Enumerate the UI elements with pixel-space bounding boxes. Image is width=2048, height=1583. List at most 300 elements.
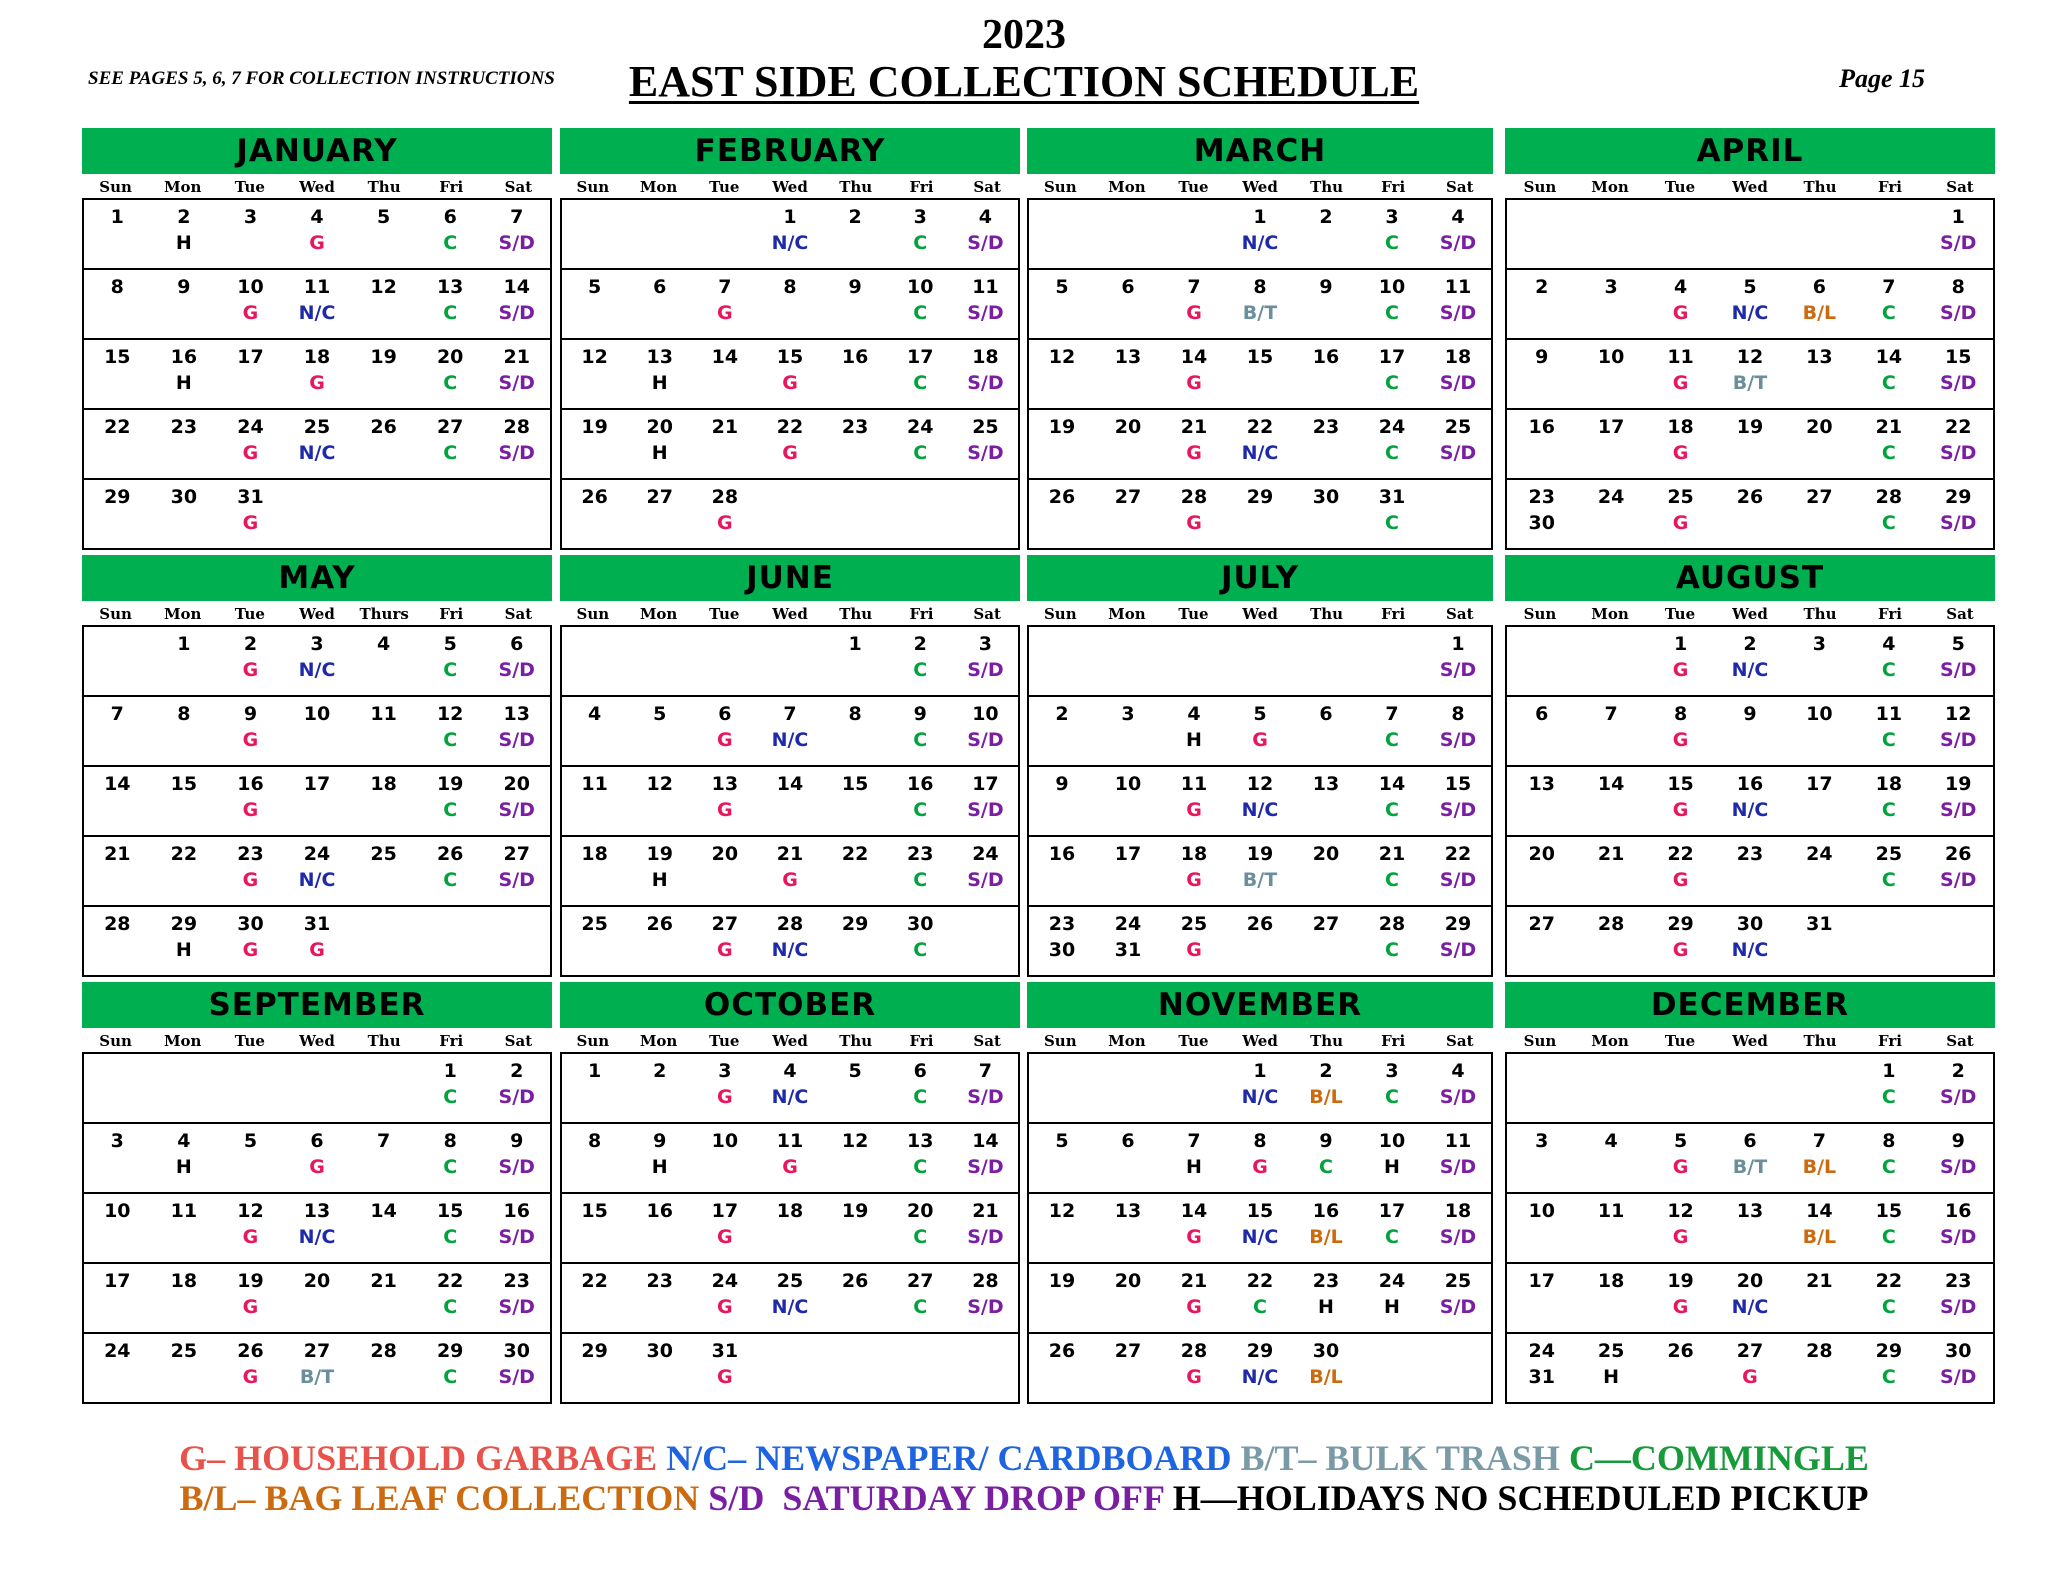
day-cell <box>1227 410 1293 478</box>
day-number: 11 <box>1444 276 1472 298</box>
day-number: 31 <box>1114 938 1142 961</box>
day-number: 22 <box>1444 843 1472 865</box>
day-number: 30 <box>237 913 264 935</box>
week-row <box>1029 1054 1491 1124</box>
week-row <box>84 837 550 907</box>
code-saturday-drop-off: S/D <box>1439 658 1477 681</box>
day-number: 24 <box>237 416 264 438</box>
day-cell <box>692 907 757 977</box>
day-number: 23 <box>1736 843 1764 865</box>
day-number: 25 <box>776 1270 804 1292</box>
code-garbage: G <box>242 511 259 534</box>
day-cell <box>417 767 484 835</box>
month-grid <box>82 625 552 977</box>
code-garbage: G <box>1672 798 1689 821</box>
day-cell <box>417 480 484 550</box>
day-number: 5 <box>1055 1130 1069 1152</box>
day-cell <box>1646 767 1715 835</box>
week-row <box>1507 200 1993 270</box>
weekday-label: Tue <box>1178 178 1209 196</box>
weekday-header <box>1027 1032 1493 1054</box>
day-cell <box>1161 340 1227 408</box>
day-cell <box>1507 907 1576 977</box>
weekday-label: Sat <box>973 178 1001 196</box>
day-number: 25 <box>1597 1340 1625 1362</box>
day-cell <box>1924 200 1993 268</box>
day-number: 19 <box>581 416 608 438</box>
day-number: 22 <box>1667 843 1694 865</box>
day-cell <box>1715 1334 1784 1404</box>
week-row <box>1507 410 1993 480</box>
day-cell <box>953 697 1018 765</box>
week-row <box>1029 270 1491 340</box>
code-commingle: C <box>913 658 928 681</box>
day-number: 19 <box>1246 843 1274 865</box>
code-newspaper-cardboard: N/C <box>298 868 336 891</box>
code-garbage: G <box>1672 868 1689 891</box>
day-number: 8 <box>1882 1130 1896 1152</box>
day-number: 14 <box>1378 773 1406 795</box>
code-commingle: C <box>1385 868 1399 891</box>
day-cell <box>483 340 550 408</box>
day-cell <box>1715 907 1784 977</box>
day-cell <box>1293 270 1359 338</box>
day-number: 17 <box>711 1200 739 1222</box>
day-cell <box>1161 627 1227 695</box>
day-number: 28 <box>370 1340 397 1362</box>
day-number: 24 <box>711 1270 739 1292</box>
day-number: 2 <box>848 206 862 228</box>
day-number: 2 <box>1743 633 1757 655</box>
day-number: 23 <box>503 1270 530 1292</box>
day-number: 9 <box>1535 346 1549 368</box>
month-title: OCTOBER <box>560 982 1020 1028</box>
code-commingle: C <box>1881 441 1896 464</box>
code-bulk-trash: B/T <box>1242 868 1278 891</box>
weekday-label: Sat <box>1946 178 1974 196</box>
day-cell <box>151 1264 218 1332</box>
day-number: 9 <box>1743 703 1757 725</box>
day-cell <box>1227 627 1293 695</box>
week-row <box>1507 767 1993 837</box>
day-number: 29 <box>581 1340 608 1362</box>
week-row <box>1507 907 1993 977</box>
day-number: 29 <box>841 913 869 935</box>
day-cell <box>562 480 627 550</box>
day-number: 12 <box>646 773 673 795</box>
day-number: 30 <box>1945 1340 1972 1362</box>
day-cell <box>350 200 417 268</box>
day-cell <box>1576 837 1645 905</box>
weekday-label: Tue <box>1178 605 1209 623</box>
day-number: 27 <box>303 1340 331 1362</box>
day-cell <box>1924 480 1993 550</box>
code-garbage: G <box>309 231 325 254</box>
day-cell <box>1029 627 1095 695</box>
week-row <box>1029 1194 1491 1264</box>
code-saturday-drop-off: S/D <box>967 658 1004 681</box>
day-number: 28 <box>1180 1340 1208 1362</box>
code-saturday-drop-off: S/D <box>498 728 535 751</box>
day-number: 8 <box>443 1130 457 1152</box>
day-number: 17 <box>1597 416 1625 438</box>
day-number: 24 <box>1114 913 1142 935</box>
code-saturday-drop-off: S/D <box>498 1365 535 1388</box>
month-grid <box>1027 1052 1493 1404</box>
day-cell <box>284 200 351 268</box>
day-cell <box>84 837 151 905</box>
code-saturday-drop-off: S/D <box>967 371 1004 394</box>
day-cell <box>1576 340 1645 408</box>
day-cell <box>888 1194 953 1262</box>
day-number: 21 <box>972 1200 999 1222</box>
weekday-label: Sun <box>99 605 132 623</box>
day-number: 25 <box>972 416 999 438</box>
day-number: 15 <box>170 773 198 795</box>
day-number: 3 <box>1604 276 1618 298</box>
code-garbage: G <box>1252 1155 1268 1178</box>
week-row <box>1029 1334 1491 1404</box>
day-cell <box>1854 340 1923 408</box>
day-cell <box>151 767 218 835</box>
day-cell <box>1576 270 1645 338</box>
weekday-label: Sat <box>1446 178 1474 196</box>
day-cell <box>151 627 218 695</box>
day-cell <box>1715 1264 1784 1332</box>
day-number: 12 <box>1048 346 1076 368</box>
day-cell <box>284 1054 351 1122</box>
day-cell <box>1507 627 1576 695</box>
day-number: 3 <box>718 1060 732 1082</box>
day-number: 11 <box>776 1130 804 1152</box>
day-cell <box>217 1264 284 1332</box>
day-number: 4 <box>1882 633 1896 655</box>
weekday-label: Wed <box>1242 605 1278 623</box>
weekday-label: Sat <box>973 1032 1001 1050</box>
day-number: 7 <box>110 703 124 725</box>
week-row <box>1029 340 1491 410</box>
day-cell <box>1227 480 1293 550</box>
day-number: 12 <box>436 703 464 725</box>
weekday-label: Sun <box>1043 605 1077 623</box>
week-row <box>562 340 1018 410</box>
code-commingle: C <box>443 1365 458 1388</box>
day-cell <box>1227 340 1293 408</box>
day-number: 23 <box>1312 416 1340 438</box>
day-cell <box>1507 697 1576 765</box>
day-cell <box>1293 767 1359 835</box>
day-number: 10 <box>237 276 264 298</box>
day-cell <box>483 1194 550 1262</box>
day-number: 21 <box>1180 1270 1208 1292</box>
day-number: 12 <box>1945 703 1972 725</box>
day-number: 1 <box>1882 1060 1896 1082</box>
day-number: 3 <box>1121 703 1135 725</box>
code-garbage: G <box>1186 441 1202 464</box>
day-cell <box>284 1264 351 1332</box>
legend-item-sd: S/D SATURDAY DROP OFF <box>708 1478 1164 1519</box>
day-cell <box>1507 270 1576 338</box>
day-cell <box>1029 1264 1095 1332</box>
weekday-label: Thu <box>367 1032 401 1050</box>
day-cell <box>1924 697 1993 765</box>
day-number: 20 <box>1528 843 1555 865</box>
day-cell <box>417 340 484 408</box>
month-title: FEBRUARY <box>560 128 1020 174</box>
day-cell <box>888 410 953 478</box>
day-number: 26 <box>237 1340 264 1362</box>
day-cell <box>1785 200 1854 268</box>
day-cell <box>350 270 417 338</box>
code-commingle: C <box>1881 301 1896 324</box>
day-cell <box>350 627 417 695</box>
day-number: 16 <box>503 1200 530 1222</box>
day-cell <box>1425 907 1491 977</box>
day-number: 13 <box>1736 1200 1764 1222</box>
day-number: 13 <box>907 1130 934 1152</box>
day-number: 17 <box>1378 346 1406 368</box>
weekday-label: Fri <box>909 178 934 196</box>
day-cell <box>483 1054 550 1122</box>
day-cell <box>1507 1264 1576 1332</box>
code-newspaper-cardboard: N/C <box>1241 1085 1279 1108</box>
month-grid <box>1027 198 1493 550</box>
day-number: 6 <box>653 276 667 298</box>
day-cell <box>1161 480 1227 550</box>
weekday-label: Sat <box>1446 1032 1474 1050</box>
code-commingle: C <box>1385 1085 1399 1108</box>
day-number: 28 <box>1597 913 1625 935</box>
day-number: 15 <box>104 346 131 368</box>
week-row <box>84 627 550 697</box>
day-number: 27 <box>1528 913 1555 935</box>
weekday-label: Mon <box>1591 605 1629 623</box>
day-cell <box>417 1054 484 1122</box>
legend-item-nc: N/C– NEWSPAPER/ CARDBOARD <box>666 1438 1232 1478</box>
weekday-label: Sun <box>1523 1032 1557 1050</box>
week-row <box>562 837 1018 907</box>
code-holiday: H <box>651 868 668 891</box>
weekday-label: Mon <box>639 178 678 196</box>
day-cell <box>217 1054 284 1122</box>
day-cell <box>1715 480 1784 550</box>
day-number: 15 <box>1246 1200 1274 1222</box>
day-cell <box>692 627 757 695</box>
weekday-label: Tue <box>1664 1032 1696 1050</box>
day-cell <box>562 340 627 408</box>
day-number: 24 <box>104 1340 131 1362</box>
day-number: 27 <box>1114 486 1142 508</box>
day-cell <box>1029 340 1095 408</box>
day-cell <box>627 270 692 338</box>
day-number: 15 <box>776 346 804 368</box>
day-cell <box>953 340 1018 408</box>
day-number: 10 <box>907 276 934 298</box>
day-number: 31 <box>303 913 331 935</box>
day-cell <box>1715 1124 1784 1192</box>
day-cell <box>692 200 757 268</box>
day-cell <box>692 1334 757 1404</box>
weekday-label: Thurs <box>359 605 409 623</box>
code-garbage: G <box>1672 1225 1689 1248</box>
day-cell <box>151 907 218 977</box>
weekday-label: Fri <box>1878 178 1902 196</box>
day-cell <box>350 767 417 835</box>
weekday-label: Thu <box>839 178 873 196</box>
day-number: 18 <box>972 346 999 368</box>
day-cell <box>953 1124 1018 1192</box>
week-row <box>84 697 550 767</box>
code-garbage: G <box>717 1365 733 1388</box>
day-number: 4 <box>1604 1130 1618 1152</box>
weekday-label: Tue <box>234 1032 265 1050</box>
weekday-label: Sun <box>1523 605 1557 623</box>
day-number: 19 <box>646 843 673 865</box>
day-number: 8 <box>177 703 191 725</box>
day-number: 6 <box>1535 703 1549 725</box>
weekday-label: Mon <box>1108 605 1146 623</box>
month-title: JANUARY <box>82 128 552 174</box>
weekday-label: Tue <box>1664 178 1696 196</box>
day-cell <box>1425 200 1491 268</box>
code-commingle: C <box>443 1155 458 1178</box>
day-number: 26 <box>581 486 608 508</box>
day-number: 25 <box>1875 843 1903 865</box>
day-number: 8 <box>110 276 124 298</box>
code-commingle: C <box>913 301 928 324</box>
day-cell <box>1715 837 1784 905</box>
legend-item-c: C—COMMINGLE <box>1568 1438 1869 1478</box>
day-number: 8 <box>1673 703 1688 725</box>
code-saturday-drop-off: S/D <box>1940 231 1977 254</box>
month-title: SEPTEMBER <box>82 982 552 1028</box>
day-number: 19 <box>370 346 397 368</box>
day-number: 17 <box>1114 843 1142 865</box>
weekday-label: Thu <box>1310 178 1344 196</box>
week-row <box>1507 270 1993 340</box>
day-cell <box>562 1054 627 1122</box>
day-cell <box>1359 1054 1425 1122</box>
day-number: 15 <box>841 773 869 795</box>
day-number: 12 <box>841 1130 869 1152</box>
day-number: 14 <box>1806 1200 1833 1222</box>
day-cell <box>1507 1194 1576 1262</box>
day-number: 29 <box>1875 1340 1903 1362</box>
weekday-label: Wed <box>772 178 808 196</box>
day-number: 19 <box>436 773 464 795</box>
day-cell <box>1785 907 1854 977</box>
code-garbage: G <box>242 1225 259 1248</box>
day-cell <box>757 907 822 977</box>
code-newspaper-cardboard: N/C <box>1731 658 1769 681</box>
month-title: JUNE <box>560 555 1020 601</box>
day-number: 20 <box>1312 843 1340 865</box>
day-number: 8 <box>1253 276 1267 298</box>
day-cell <box>1576 1194 1645 1262</box>
weekday-header <box>82 1032 552 1054</box>
day-number: 12 <box>581 346 608 368</box>
day-cell <box>888 200 953 268</box>
day-number: 14 <box>104 773 131 795</box>
weekday-label: Wed <box>299 605 335 623</box>
weekday-label: Sat <box>504 605 533 623</box>
day-cell <box>1576 907 1645 977</box>
day-cell <box>888 1334 953 1404</box>
day-cell <box>84 1194 151 1262</box>
code-saturday-drop-off: S/D <box>1439 798 1477 821</box>
day-number: 21 <box>1378 843 1406 865</box>
code-saturday-drop-off: S/D <box>1439 371 1477 394</box>
day-cell <box>1854 1334 1923 1404</box>
day-number: 12 <box>370 276 397 298</box>
code-garbage: G <box>309 938 325 961</box>
code-saturday-drop-off: S/D <box>1439 1225 1477 1248</box>
day-cell <box>823 200 888 268</box>
day-cell <box>1715 200 1784 268</box>
day-number: 7 <box>376 1130 391 1152</box>
month-title: MARCH <box>1027 128 1493 174</box>
day-number: 6 <box>1319 703 1333 725</box>
day-cell <box>1227 1194 1293 1262</box>
day-number: 18 <box>370 773 397 795</box>
day-cell <box>217 627 284 695</box>
week-row <box>1029 627 1491 697</box>
day-cell <box>1854 270 1923 338</box>
month-grid <box>1505 1052 1995 1404</box>
day-number: 1 <box>443 1060 457 1082</box>
weekday-label: Mon <box>163 1032 202 1050</box>
code-newspaper-cardboard: N/C <box>298 441 336 464</box>
day-cell <box>417 1334 484 1404</box>
day-cell <box>1646 410 1715 478</box>
day-number: 19 <box>841 1200 869 1222</box>
code-garbage: G <box>782 371 798 394</box>
code-garbage: G <box>1672 658 1689 681</box>
week-row <box>1507 1264 1993 1334</box>
day-cell <box>953 1054 1018 1122</box>
day-cell <box>417 907 484 977</box>
day-number: 31 <box>1806 913 1833 935</box>
day-number: 13 <box>1114 346 1142 368</box>
week-row <box>1029 697 1491 767</box>
weekday-label: Thu <box>1803 605 1837 623</box>
day-number: 15 <box>581 1200 608 1222</box>
weekday-label: Mon <box>639 1032 678 1050</box>
day-number: 23 <box>237 843 264 865</box>
code-saturday-drop-off: S/D <box>498 1155 535 1178</box>
code-garbage: G <box>242 301 259 324</box>
day-cell <box>1359 767 1425 835</box>
day-number: 30 <box>1736 913 1764 935</box>
code-commingle: C <box>1385 728 1399 751</box>
day-number: 14 <box>711 346 739 368</box>
day-cell <box>217 340 284 408</box>
day-number: 6 <box>310 1130 324 1152</box>
code-commingle: C <box>913 371 928 394</box>
month-grid <box>1027 625 1493 977</box>
code-saturday-drop-off: S/D <box>498 868 535 891</box>
day-number: 4 <box>978 206 993 228</box>
code-newspaper-cardboard: N/C <box>1241 1225 1279 1248</box>
week-row <box>1507 340 1993 410</box>
day-number: 18 <box>1180 843 1208 865</box>
code-saturday-drop-off: S/D <box>1439 868 1477 891</box>
day-cell <box>1646 340 1715 408</box>
code-saturday-drop-off: S/D <box>967 1295 1004 1318</box>
week-row <box>1507 1054 1993 1124</box>
code-commingle: C <box>443 728 458 751</box>
day-cell <box>1425 410 1491 478</box>
